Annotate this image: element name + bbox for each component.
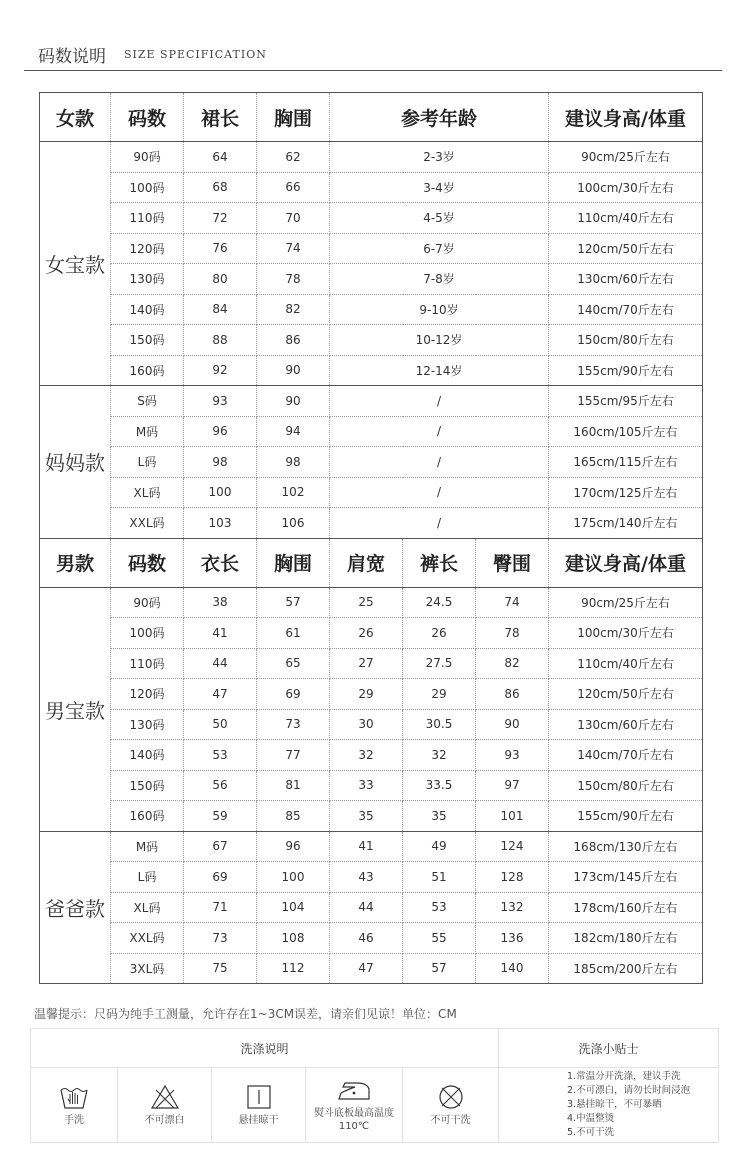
table-cell: 71 <box>184 892 257 923</box>
table-cell: 76 <box>184 233 257 264</box>
no-dry-clean-icon <box>436 1084 466 1110</box>
table-row <box>40 477 703 508</box>
table-cell: 110码 <box>111 203 184 234</box>
table-cell: 26 <box>330 618 403 649</box>
table-cell: 100cm/30斤左右 <box>549 172 703 203</box>
table-cell: 44 <box>330 892 403 923</box>
care-label: 不可漂白 <box>144 1114 185 1126</box>
table-row <box>40 355 703 386</box>
care-title: 洗涤说明 <box>31 1029 499 1068</box>
table-cell: 73 <box>257 709 330 740</box>
table-cell: 7-8岁 <box>330 264 549 295</box>
table-cell: 25 <box>330 587 403 618</box>
column-header: 肩宽 <box>330 538 403 587</box>
table-cell: 86 <box>476 679 549 710</box>
table-cell: 56 <box>184 770 257 801</box>
table-row <box>40 709 703 740</box>
column-header: 女款 <box>40 93 111 142</box>
table-cell: 65 <box>257 648 330 679</box>
page-subtitle: SIZE SPECIFICATION <box>124 48 267 61</box>
table-cell: 150cm/80斤左右 <box>549 325 703 356</box>
table-cell: 73 <box>184 923 257 954</box>
table-cell: 155cm/90斤左右 <box>549 801 703 832</box>
table-cell: 43 <box>330 862 403 893</box>
table-row <box>40 172 703 203</box>
table-cell: 47 <box>330 953 403 984</box>
table-cell: 41 <box>184 618 257 649</box>
table-cell: 120cm/50斤左右 <box>549 679 703 710</box>
care-tips-title: 洗涤小贴士 <box>499 1029 719 1068</box>
table-cell: 150码 <box>111 770 184 801</box>
table-cell: 68 <box>184 172 257 203</box>
table-cell: 97 <box>476 770 549 801</box>
table-cell: XL码 <box>111 892 184 923</box>
table-cell: 120cm/50斤左右 <box>549 233 703 264</box>
women-header-row <box>40 93 703 142</box>
table-cell: 41 <box>330 831 403 862</box>
table-row <box>40 386 703 417</box>
column-header: 男款 <box>40 538 111 587</box>
care-table <box>30 1028 719 1143</box>
table-cell: 81 <box>257 770 330 801</box>
column-header: 裤长 <box>403 538 476 587</box>
table-cell: 100码 <box>111 172 184 203</box>
table-cell: 100cm/30斤左右 <box>549 618 703 649</box>
table-cell: 47 <box>184 679 257 710</box>
table-cell: 175cm/140斤左右 <box>549 508 703 539</box>
table-cell: / <box>330 416 549 447</box>
table-cell: 185cm/200斤左右 <box>549 953 703 984</box>
table-cell: 101 <box>476 801 549 832</box>
table-cell: 130码 <box>111 709 184 740</box>
table-cell: XXL码 <box>111 923 184 954</box>
table-row <box>40 862 703 893</box>
table-cell: 55 <box>403 923 476 954</box>
table-cell: 27.5 <box>403 648 476 679</box>
table-cell: 112 <box>257 953 330 984</box>
table-cell: 27 <box>330 648 403 679</box>
table-cell: / <box>330 477 549 508</box>
table-cell: 140cm/70斤左右 <box>549 740 703 771</box>
group-label: 男宝款 <box>40 587 111 831</box>
table-cell: 108 <box>257 923 330 954</box>
table-cell: 70 <box>257 203 330 234</box>
table-cell: 82 <box>257 294 330 325</box>
table-cell: 104 <box>257 892 330 923</box>
table-cell: 53 <box>184 740 257 771</box>
table-cell: 98 <box>257 447 330 478</box>
table-row <box>40 587 703 618</box>
table-row <box>40 648 703 679</box>
table-cell: 57 <box>403 953 476 984</box>
table-cell: 140cm/70斤左右 <box>549 294 703 325</box>
table-cell: M码 <box>111 831 184 862</box>
care-tip: 1.常温分开洗涤，建议手洗 <box>567 1071 681 1082</box>
table-cell: 102 <box>257 477 330 508</box>
care-item-hang-dry <box>212 1068 306 1143</box>
table-cell: 98 <box>184 447 257 478</box>
table-cell: 88 <box>184 325 257 356</box>
table-cell: 10-12岁 <box>330 325 549 356</box>
size-note: 温馨提示：尺码为纯手工测量，允许存在1~3CM误差，请亲们见谅！单位：CM <box>34 1007 457 1021</box>
table-cell: 103 <box>184 508 257 539</box>
table-cell: 3XL码 <box>111 953 184 984</box>
table-cell: 124 <box>476 831 549 862</box>
table-cell: 100 <box>257 862 330 893</box>
group-label: 妈妈款 <box>40 386 111 539</box>
table-cell: S码 <box>111 386 184 417</box>
group-label: 女宝款 <box>40 142 111 386</box>
table-cell: 130cm/60斤左右 <box>549 264 703 295</box>
table-cell: 46 <box>330 923 403 954</box>
care-tips <box>499 1068 719 1143</box>
table-cell: 75 <box>184 953 257 984</box>
table-cell: 140 <box>476 953 549 984</box>
table-cell: 4-5岁 <box>330 203 549 234</box>
table-row <box>40 679 703 710</box>
table-cell: 29 <box>403 679 476 710</box>
care-tip: 2.不可漂白，请勿长时间浸泡 <box>567 1085 691 1096</box>
table-cell: XL码 <box>111 477 184 508</box>
table-row <box>40 203 703 234</box>
table-row <box>40 923 703 954</box>
table-cell: 9-10岁 <box>330 294 549 325</box>
table-cell: 64 <box>184 142 257 173</box>
table-row <box>40 264 703 295</box>
table-cell: 90 <box>257 386 330 417</box>
table-cell: L码 <box>111 862 184 893</box>
hand-wash-icon <box>59 1084 89 1110</box>
table-cell: 160码 <box>111 355 184 386</box>
no-bleach-icon <box>150 1084 180 1110</box>
table-cell: 6-7岁 <box>330 233 549 264</box>
table-cell: 128 <box>476 862 549 893</box>
table-cell: 170cm/125斤左右 <box>549 477 703 508</box>
table-cell: 12-14岁 <box>330 355 549 386</box>
care-tip: 3.悬挂晾干，不可暴晒 <box>567 1099 662 1110</box>
table-cell: XXL码 <box>111 508 184 539</box>
table-cell: 168cm/130斤左右 <box>549 831 703 862</box>
size-table <box>39 92 703 984</box>
table-cell: 33.5 <box>403 770 476 801</box>
table-cell: 93 <box>184 386 257 417</box>
table-cell: 33 <box>330 770 403 801</box>
table-row <box>40 416 703 447</box>
column-header: 衣长 <box>184 538 257 587</box>
table-cell: 96 <box>184 416 257 447</box>
table-cell: 57 <box>257 587 330 618</box>
care-label: 熨斗底板最高温度110℃ <box>314 1108 394 1132</box>
table-cell: 49 <box>403 831 476 862</box>
table-cell: 155cm/90斤左右 <box>549 355 703 386</box>
page-header <box>24 40 722 71</box>
table-cell: 84 <box>184 294 257 325</box>
table-cell: 165cm/115斤左右 <box>549 447 703 478</box>
table-cell: 80 <box>184 264 257 295</box>
table-cell: 110码 <box>111 648 184 679</box>
table-row <box>40 618 703 649</box>
table-cell: 74 <box>257 233 330 264</box>
table-cell: 30 <box>330 709 403 740</box>
table-cell: 69 <box>257 679 330 710</box>
care-item-hand-wash <box>31 1068 118 1143</box>
table-cell: 155cm/95斤左右 <box>549 386 703 417</box>
column-header: 建议身高/体重 <box>549 538 703 587</box>
care-label: 手洗 <box>64 1114 84 1126</box>
table-cell: 82 <box>476 648 549 679</box>
table-cell: 173cm/145斤左右 <box>549 862 703 893</box>
care-tip: 5.不可干洗 <box>567 1127 615 1138</box>
table-cell: 106 <box>257 508 330 539</box>
table-cell: 32 <box>330 740 403 771</box>
column-header: 臀围 <box>476 538 549 587</box>
care-label: 悬挂晾干 <box>238 1114 279 1126</box>
table-cell: 24.5 <box>403 587 476 618</box>
table-row <box>40 294 703 325</box>
table-row <box>40 233 703 264</box>
table-cell: 150码 <box>111 325 184 356</box>
table-row <box>40 770 703 801</box>
table-cell: 90码 <box>111 142 184 173</box>
table-cell: 90 <box>257 355 330 386</box>
table-cell: 120码 <box>111 679 184 710</box>
table-row <box>40 142 703 173</box>
table-cell: 50 <box>184 709 257 740</box>
column-header: 参考年龄 <box>330 93 549 142</box>
table-cell: 72 <box>184 203 257 234</box>
table-cell: 59 <box>184 801 257 832</box>
table-cell: 94 <box>257 416 330 447</box>
table-cell: 100码 <box>111 618 184 649</box>
table-cell: / <box>330 386 549 417</box>
column-header: 建议身高/体重 <box>549 93 703 142</box>
table-cell: 90码 <box>111 587 184 618</box>
table-cell: 130cm/60斤左右 <box>549 709 703 740</box>
table-cell: 30.5 <box>403 709 476 740</box>
table-row <box>40 953 703 984</box>
table-cell: 140码 <box>111 740 184 771</box>
care-item-iron <box>306 1068 403 1143</box>
table-cell: 96 <box>257 831 330 862</box>
table-row <box>40 740 703 771</box>
care-label: 不可干洗 <box>430 1114 471 1126</box>
table-cell: 44 <box>184 648 257 679</box>
table-cell: 53 <box>403 892 476 923</box>
iron-icon <box>337 1077 371 1103</box>
table-cell: 93 <box>476 740 549 771</box>
table-cell: 77 <box>257 740 330 771</box>
table-cell: M码 <box>111 416 184 447</box>
table-cell: 38 <box>184 587 257 618</box>
column-header: 胸围 <box>257 93 330 142</box>
table-cell: 132 <box>476 892 549 923</box>
hang-dry-icon <box>244 1084 274 1110</box>
table-cell: 74 <box>476 587 549 618</box>
care-item-no-bleach <box>118 1068 212 1143</box>
table-row <box>40 325 703 356</box>
care-item-no-dry-clean <box>403 1068 499 1143</box>
table-cell: 29 <box>330 679 403 710</box>
column-header: 码数 <box>111 538 184 587</box>
table-cell: 150cm/80斤左右 <box>549 770 703 801</box>
table-cell: 2-3岁 <box>330 142 549 173</box>
table-cell: 110cm/40斤左右 <box>549 648 703 679</box>
table-cell: 32 <box>403 740 476 771</box>
table-cell: 182cm/180斤左右 <box>549 923 703 954</box>
table-cell: 51 <box>403 862 476 893</box>
table-cell: 160cm/105斤左右 <box>549 416 703 447</box>
table-cell: 92 <box>184 355 257 386</box>
care-tip: 4.中温整烫 <box>567 1113 615 1124</box>
table-cell: 140码 <box>111 294 184 325</box>
column-header: 裙长 <box>184 93 257 142</box>
table-cell: 130码 <box>111 264 184 295</box>
table-row <box>40 447 703 478</box>
table-cell: L码 <box>111 447 184 478</box>
table-cell: 120码 <box>111 233 184 264</box>
table-row <box>40 801 703 832</box>
table-cell: 66 <box>257 172 330 203</box>
table-cell: 3-4岁 <box>330 172 549 203</box>
table-row <box>40 892 703 923</box>
table-cell: 90 <box>476 709 549 740</box>
table-cell: 110cm/40斤左右 <box>549 203 703 234</box>
table-cell: 69 <box>184 862 257 893</box>
men-header-row <box>40 538 703 587</box>
table-cell: 100 <box>184 477 257 508</box>
table-cell: / <box>330 447 549 478</box>
table-cell: 160码 <box>111 801 184 832</box>
group-label: 爸爸款 <box>40 831 111 984</box>
table-cell: 90cm/25斤左右 <box>549 142 703 173</box>
table-cell: 90cm/25斤左右 <box>549 587 703 618</box>
table-cell: 136 <box>476 923 549 954</box>
column-header: 胸围 <box>257 538 330 587</box>
page-title: 码数说明 <box>38 47 106 67</box>
table-cell: 35 <box>403 801 476 832</box>
table-cell: / <box>330 508 549 539</box>
table-cell: 62 <box>257 142 330 173</box>
table-cell: 67 <box>184 831 257 862</box>
table-cell: 178cm/160斤左右 <box>549 892 703 923</box>
table-cell: 85 <box>257 801 330 832</box>
table-cell: 78 <box>257 264 330 295</box>
table-cell: 78 <box>476 618 549 649</box>
table-row <box>40 831 703 862</box>
table-cell: 86 <box>257 325 330 356</box>
table-row <box>40 508 703 539</box>
table-cell: 61 <box>257 618 330 649</box>
table-cell: 26 <box>403 618 476 649</box>
column-header: 码数 <box>111 93 184 142</box>
table-cell: 35 <box>330 801 403 832</box>
